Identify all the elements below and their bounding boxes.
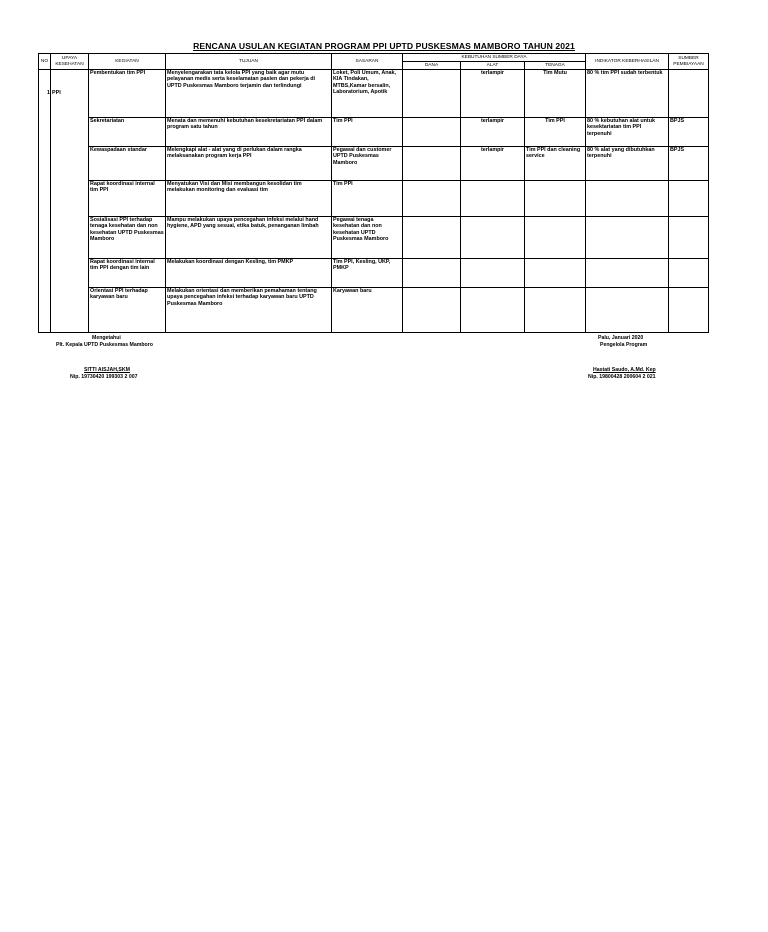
indikator-cell (586, 259, 669, 288)
sign-left-name: SITTI AISJAH,SKM (84, 367, 130, 373)
sign-right-nip: Nip. 19800428 200604 2 021 (588, 374, 656, 380)
header-kebutuhan: KEBUTUHAN SUMBER DAYA (403, 54, 586, 62)
alat-cell (461, 181, 525, 217)
header-alat: ALAT (461, 62, 525, 70)
dana-cell (403, 118, 461, 147)
tenaga-cell (525, 217, 586, 259)
header-tujuan: TUJUAN (166, 54, 332, 70)
tujuan-cell: Mampu melakukan upaya pencegahan infeksi melalui hand hygiene, APD yang sesuai, etika batuk, penanganan limbah (166, 217, 332, 259)
indikator-cell: 80 % kebutuhan alat untuk kesektariatan tim PPI terpenuhi (586, 118, 669, 147)
table-row (39, 217, 709, 259)
alat-cell: terlampir (461, 70, 525, 118)
tujuan-cell: Menata dan memenuhi kebutuhan kesekretariatan PPI dalam program satu tahun (166, 118, 332, 147)
tenaga-cell: Tim PPI dan cleaning service (525, 147, 586, 181)
dana-cell (403, 70, 461, 118)
dana-cell (403, 288, 461, 333)
alat-cell (461, 217, 525, 259)
sumber-cell (669, 181, 709, 217)
sumber-cell (669, 259, 709, 288)
row-number: 1 (39, 70, 51, 333)
table-row (39, 70, 709, 118)
tujuan-cell: Melengkapi alat - alat yang di perlukan dalam rangka melaksanakan program kerja PPI (166, 147, 332, 181)
dana-cell (403, 217, 461, 259)
header-sasaran: SASARAN (332, 54, 403, 70)
sasaran-cell: Pegawai dan customer UPTD Puskesmas Mamboro (332, 147, 403, 181)
kegiatan-cell: Rapat koordinasi internal tim PPI dengan tim lain (89, 259, 166, 288)
header-sumber: SUMBER PEMBIAYAAN (669, 54, 709, 70)
sasaran-cell: Karyawan baru (332, 288, 403, 333)
sasaran-cell: Tim PPI (332, 181, 403, 217)
header-tenaga: TENAGA (525, 62, 586, 70)
sign-right-date: Palu, Januari 2020 (598, 335, 644, 341)
header-no: NO (39, 54, 51, 70)
kegiatan-cell: Sekretariatan (89, 118, 166, 147)
dana-cell (403, 181, 461, 217)
header-indikator: INDIKATOR KEBERHASILAN (586, 54, 669, 70)
sumber-cell (669, 70, 709, 118)
tenaga-cell: Tim PPI (525, 118, 586, 147)
table-row (39, 288, 709, 333)
tenaga-cell: Tim Mutu (525, 70, 586, 118)
alat-cell: terlampir (461, 147, 525, 181)
sumber-cell (669, 217, 709, 259)
header-upaya: UPAYA KESEHATAN (51, 54, 89, 70)
sign-left-position: Plt. Kepala UPTD Puskesmas Mamboro (56, 342, 153, 348)
sumber-cell: BPJS (669, 147, 709, 181)
sasaran-cell: Pegawai tenaga kesehatan dan non kesehatan UPTD Puskesmas Mamboro (332, 217, 403, 259)
sign-right-position: Pengelola Program (600, 342, 648, 348)
table-row (39, 147, 709, 181)
indikator-cell (586, 181, 669, 217)
indikator-cell: 80 % alat yang dibutuhkan terpenuhi (586, 147, 669, 181)
sign-left-nip: Nip. 19730420 199303 2 007 (70, 374, 138, 380)
tujuan-cell: Melakukan orientasi dan memberikan pemahaman tentang upaya pencegahan infeksi terhadap karyawan baru UPTD Puskesmas Mamboro (166, 288, 332, 333)
tujuan-cell: Melakukan koordinasi dengan Kesling, tim PMKP (166, 259, 332, 288)
indikator-cell: 80 % tim PPI sudah terbentuk (586, 70, 669, 118)
plan-table (38, 53, 709, 333)
tujuan-cell: Menyatukan Visi dan Misi membangun kesolidan tim melakukan monitoring dan evaluasi tim (166, 181, 332, 217)
tenaga-cell (525, 181, 586, 217)
sasaran-cell: Tim PPI (332, 118, 403, 147)
dana-cell (403, 147, 461, 181)
table-row (39, 181, 709, 217)
header-kegiatan: KEGIATAN (89, 54, 166, 70)
table-row (39, 259, 709, 288)
alat-cell: terlampir (461, 118, 525, 147)
alat-cell (461, 288, 525, 333)
kegiatan-cell: Rapat koordinasi internal tim PPI (89, 181, 166, 217)
sasaran-cell: Loket, Poli Umum, Anak, KIA Tindakan, MTBS,Kamar bersalin, Laboratorium, Apotik (332, 70, 403, 118)
table-row (39, 118, 709, 147)
document-title: RENCANA USULAN KEGIATAN PROGRAM PPI UPTD PUSKESMAS MAMBORO TAHUN 2021 (193, 41, 575, 51)
sumber-cell (669, 288, 709, 333)
tujuan-cell: Menyelengarakan tata kelola PPI yang baik agar mutu pelayanan medis serta keselamatan pasien dan pekerja di UPTD Puskesmas Mamboro terjamin dan terlindungi (166, 70, 332, 118)
upaya-cell: PPI (51, 70, 89, 333)
sign-left-label: Mengetahui (92, 335, 121, 341)
kegiatan-cell: Sosialisasi PPI terhadap tenaga kesehatan dan non kesehatan UPTD Puskesmas Mamboro (89, 217, 166, 259)
indikator-cell (586, 217, 669, 259)
header-dana: DANA (403, 62, 461, 70)
kegiatan-cell: Pembentukan tim PPI (89, 70, 166, 118)
sign-right-name: Hastati Saudo, A.Md. Kep (593, 367, 656, 373)
tenaga-cell (525, 259, 586, 288)
indikator-cell (586, 288, 669, 333)
dana-cell (403, 259, 461, 288)
alat-cell (461, 259, 525, 288)
sasaran-cell: Tim PPI, Kesling, UKP, PMKP (332, 259, 403, 288)
sumber-cell: BPJS (669, 118, 709, 147)
kegiatan-cell: Orientasi PPI terhadap karyawan baru (89, 288, 166, 333)
kegiatan-cell: Kewaspadaan standar (89, 147, 166, 181)
tenaga-cell (525, 288, 586, 333)
